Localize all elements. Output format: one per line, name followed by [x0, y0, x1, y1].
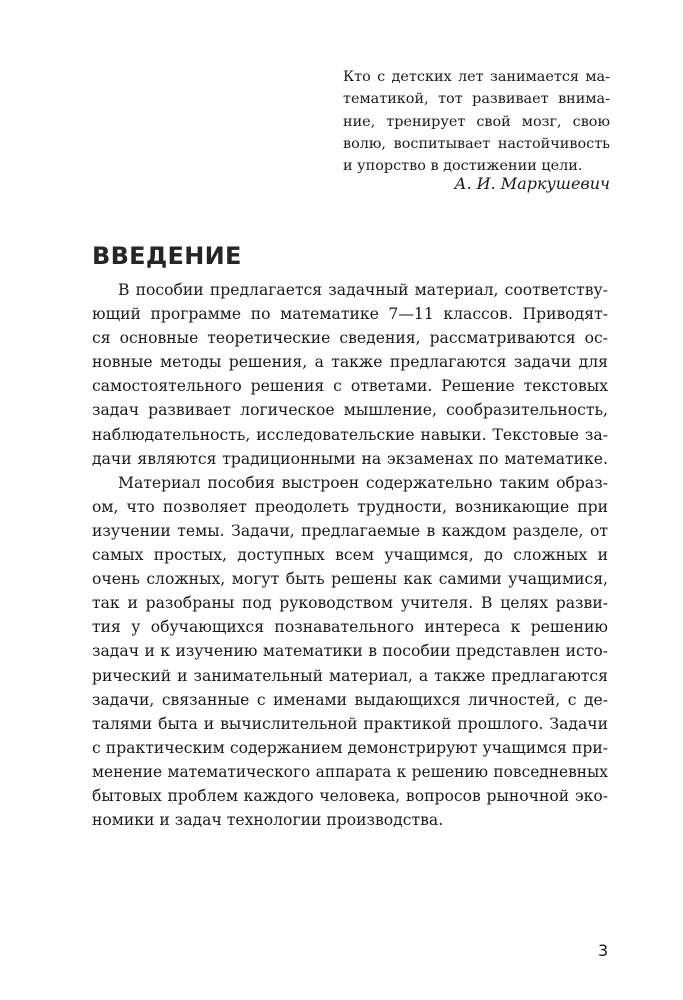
- text-line: номики и задач технологии производства.: [92, 811, 444, 830]
- text-line: задач и к изучению математики в пособии представлен исто-: [92, 642, 608, 661]
- text-line: ся основные теоретические сведения, рассматриваются ос-: [92, 329, 608, 348]
- epigraph-line: волю, воспитывает настойчивость: [343, 135, 610, 152]
- epigraph-line: ние, тренирует свой мозг, свою: [343, 113, 610, 130]
- text-line: наблюдательность, исследовательские навыки. Текстовые за-: [92, 425, 608, 444]
- text-line: тия у обучающихся познавательного интереса к решению: [92, 618, 608, 637]
- epigraph-line: тематикой, тот развивает внима-: [343, 91, 610, 108]
- text-line: ом, что позволяет преодолеть трудности, возникающие при: [92, 497, 608, 516]
- page-number: 3: [598, 941, 609, 960]
- text-line: самых простых, доступных всем учащимся, до сложных и: [92, 546, 608, 565]
- text-line: изучении темы. Задачи, предлагаемые в каждом разделе, от: [92, 521, 608, 540]
- epigraph: [343, 66, 610, 177]
- text-line: очень сложных, могут быть решены как самими учащимися,: [92, 570, 608, 589]
- epigraph-line: и упорство в достижении цели.: [343, 158, 583, 175]
- text-line: бытовых проблем каждого человека, вопросов рыночной эко-: [92, 786, 608, 805]
- paragraph-2: [92, 471, 608, 832]
- text-line: ющий программе по математике 7—11 классов. Приводят-: [92, 305, 608, 324]
- epigraph-author: А. И. Маркушевич: [454, 174, 610, 193]
- text-line: В пособии предлагается задачный материал, соответству-: [118, 281, 608, 299]
- text-line: новные методы решения, а также предлагаются задачи для: [92, 353, 608, 372]
- section-heading: ВВЕДЕНИЕ: [92, 242, 242, 270]
- text-line: Материал пособия выстроен содержательно таким образ-: [118, 473, 608, 492]
- text-line: самостоятельного решения с ответами. Решение текстовых: [92, 377, 608, 396]
- text-line: с практическим содержанием демонстрируют учащимся при-: [92, 738, 608, 757]
- text-line: талями быта и вычислительной практикой прошлого. Задачи: [92, 714, 608, 733]
- text-line: рический и занимательный материал, а также предлагаются: [92, 666, 608, 685]
- epigraph-line: Кто с детских лет занимается ма-: [343, 69, 610, 85]
- text-line: задач развивает логическое мышление, сообразительность,: [92, 401, 608, 420]
- body-text: [92, 278, 608, 832]
- paragraph-1: [92, 278, 608, 471]
- text-line: так и разобраны под руководством учителя. В целях разви-: [92, 594, 608, 613]
- text-line: менение математического аппарата к решению повседневных: [92, 762, 608, 781]
- text-line: задачи, связанные с именами выдающихся личностей, с де-: [92, 690, 608, 709]
- text-line: дачи являются традиционными на экзаменах по математике.: [92, 449, 608, 468]
